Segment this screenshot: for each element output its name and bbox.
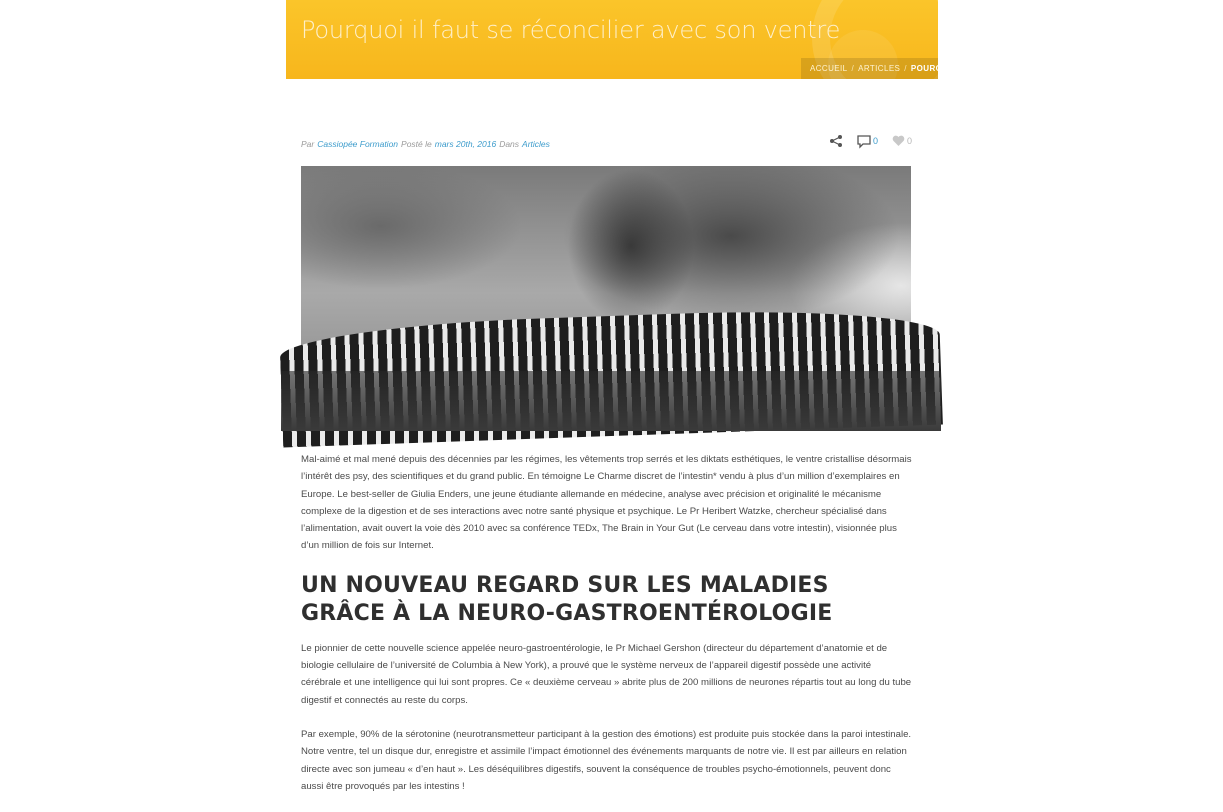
like-button[interactable]	[892, 135, 912, 147]
comment-count: 0	[872, 136, 878, 146]
page-title: Pourquoi il faut se réconcilier avec son ventre	[301, 16, 841, 44]
breadcrumb-separator: /	[904, 64, 907, 73]
meta-in-label: Dans	[499, 139, 520, 149]
breadcrumb	[801, 58, 1154, 79]
share-icon	[829, 134, 843, 148]
article-intro-paragraph: Mal-aimé et mal mené depuis des décennies par les régimes, les vêtements trop serrés et les diktats esthétiques, le ventre cristallise désormais l’intérêt des psy, des scientifiques et du grand public. En témoigne Le Charme discret de l’intestin* vendu à plus d’un million d’exemplaires en Europe. Le best-seller de Giulia Enders, une jeune étudiante allemande en médecine, analyse avec précision et originalité le mécanisme complexe de la digestion et de ses interactions avec notre santé physique et psychique. Le Pr Heribert Watzke, chercheur spécialisé dans l’alimentation, avait ouvert la voie dès 2010 avec sa conférence TEDx, The Brain in Your Gut (Le cerveau dans votre intestin), visionnée plus d’un million de fois sur Internet.	[301, 454, 912, 552]
category-link[interactable]: Articles	[522, 139, 550, 149]
article-paragraph: Par exemple, 90% de la sérotonine (neurotransmetteur participant à la gestion des émotions) est produite puis stockée dans la paroi intestinale. Notre ventre, tel un disque dur, enregistre et assimile l’impact émotionnel des événements marquants de notre vie. Il est par ailleurs en relation directe avec son jumeau « d’en haut ». Les déséquilibres digestifs, souvent la conséquence de troubles psycho-émotionnels, peuvent donc aussi être provoqués par les intestins !	[301, 728, 912, 792]
heart-icon	[892, 135, 905, 147]
meta-posted-label: Posté le	[401, 139, 432, 149]
article-section-heading: UN NOUVEAU REGARD SUR LES MALADIES GRÂCE À LA NEURO-GASTROENTÉROLOGIE	[301, 572, 833, 626]
date-link[interactable]: mars 20th, 2016	[434, 139, 497, 149]
comments-button[interactable]	[857, 135, 878, 148]
post-meta	[301, 137, 913, 151]
featured-image	[301, 166, 911, 397]
article-paragraph: Le pionnier de cette nouvelle science appelée neuro-gastroentérologie, le Pr Michael Gershon (directeur du département d’anatomie et de biologie cellulaire de l’université de Columbia à New York), a prouvé que le système nerveux de l’appareil digestif possède une activité cérébrale et une intelligence qui lui sont propres. Ce « deuxième cerveau » abrite plus de 200 millions de neurones répartis tout au long du tube digestif et connectés au reste du corps.	[301, 642, 912, 706]
author-link[interactable]: Cassiopée Formation	[317, 139, 399, 149]
meta-by-label: Par	[301, 139, 315, 149]
comment-icon	[857, 135, 871, 148]
page	[286, 0, 1154, 800]
breadcrumb-separator: /	[851, 64, 855, 73]
image-lower-shade	[281, 371, 941, 431]
post-actions	[829, 134, 912, 148]
share-button[interactable]	[829, 134, 843, 148]
like-count: 0	[906, 136, 912, 146]
breadcrumb-current: POURQUOI IL FAUT SE RÉCONCILIER AVEC SON VENTRE	[910, 64, 1154, 73]
breadcrumb-articles-link[interactable]: ARTICLES	[858, 64, 901, 73]
page-header-banner	[286, 0, 1154, 79]
article-body	[301, 451, 913, 812]
breadcrumb-home-link[interactable]: ACCUEIL	[810, 64, 848, 73]
